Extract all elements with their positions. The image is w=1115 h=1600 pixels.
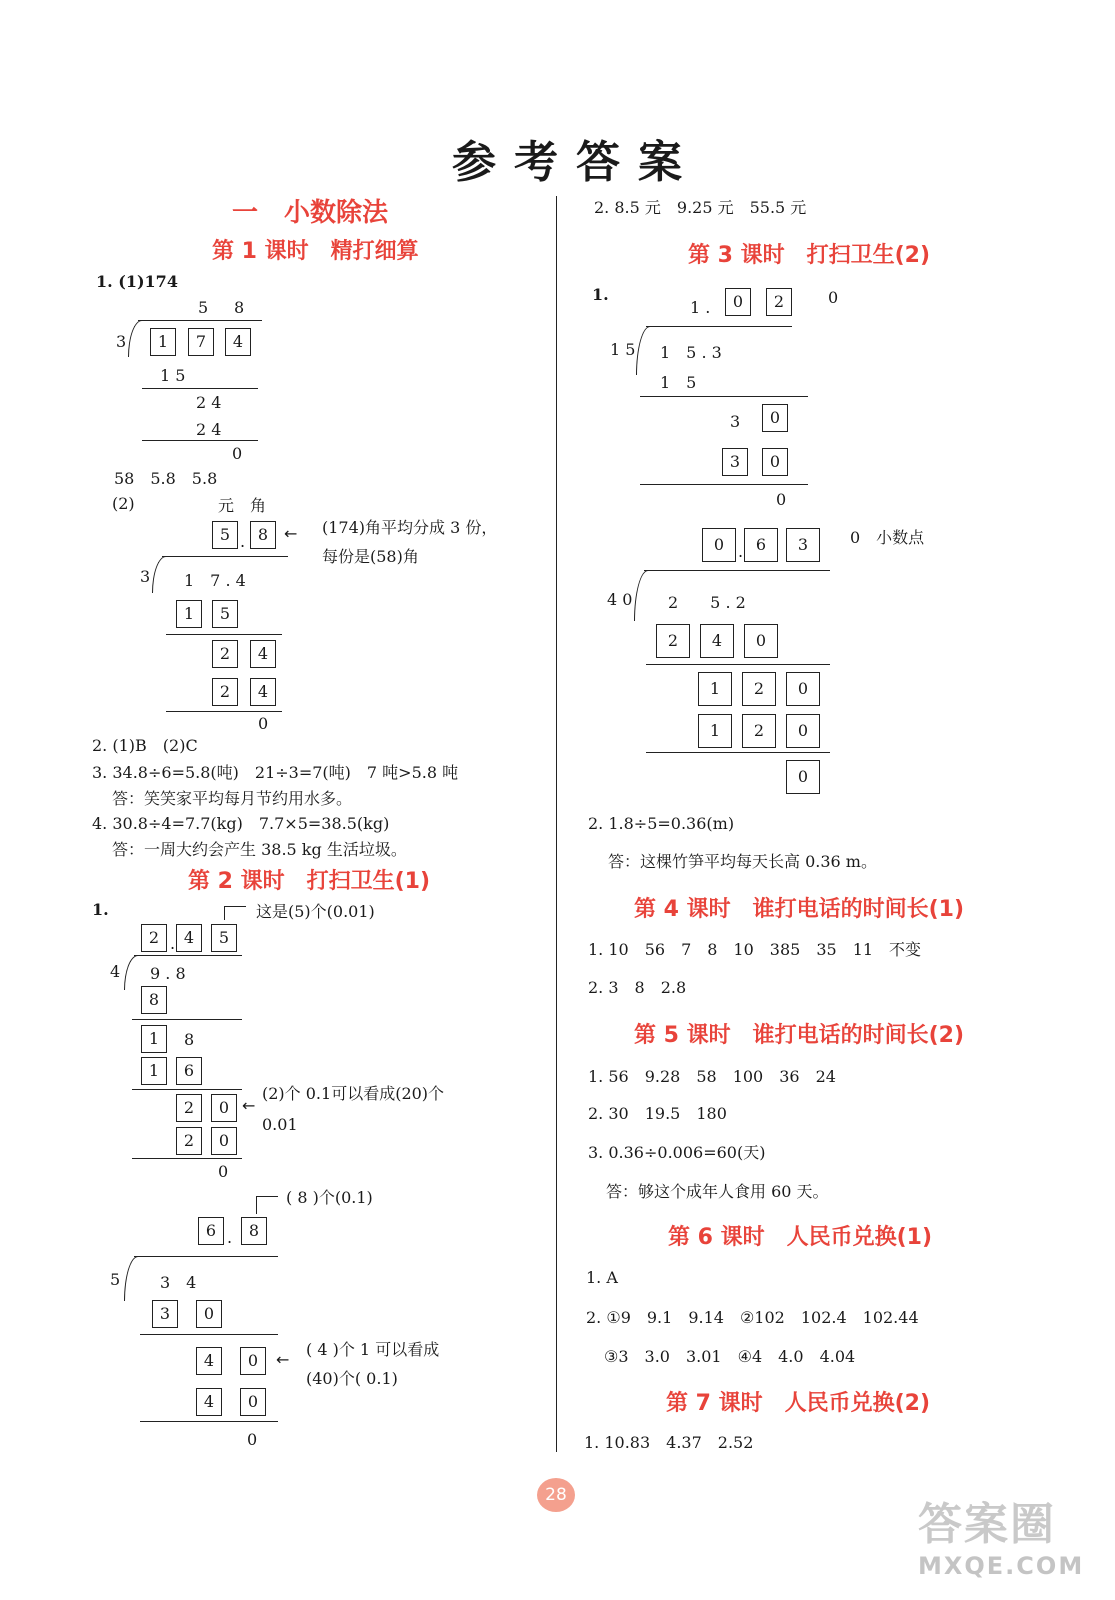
annotation: 0.01	[262, 1115, 298, 1134]
digit-box: 4	[250, 678, 276, 706]
l3-q2: 2. 1.8÷5=0.36(m)	[588, 814, 735, 833]
digit-box: 0	[240, 1347, 266, 1375]
page-number: 28	[537, 1478, 575, 1512]
digit-box: 8	[250, 521, 276, 549]
digit-box: 0	[211, 1094, 237, 1122]
page-title: 参考答案	[452, 137, 700, 188]
digit-box: 0	[240, 1388, 266, 1416]
digit-box: 2	[766, 288, 792, 316]
digit-box: 2	[176, 1127, 202, 1155]
digit-box: 4	[700, 624, 734, 658]
digit-box: 0	[762, 448, 788, 476]
lesson-4-heading: 第 4 课时 谁打电话的时间长(1)	[634, 897, 965, 922]
l1-q4: 4. 30.8÷4=7.7(kg) 7.7×5=38.5(kg)	[92, 814, 390, 833]
digit-box: 8	[141, 986, 167, 1014]
l3-q1-label: 1.	[592, 285, 609, 304]
lesson-1-heading: 第 1 课时 精打细算	[212, 239, 419, 264]
digit-box: 5	[211, 924, 237, 952]
annotation: (2)个 0.1可以看成(20)个	[262, 1084, 445, 1103]
digit-box: 0	[786, 714, 820, 748]
lesson-5-heading: 第 5 课时 谁打电话的时间长(2)	[634, 1023, 965, 1048]
l6-q2b: ③3 3.0 3.01 ④4 4.0 4.04	[604, 1347, 856, 1366]
l5-q3-answer: 答：够这个成年人食用 60 天。	[606, 1182, 829, 1201]
digit-box: 1	[176, 600, 202, 628]
l1-q3: 3. 34.8÷6=5.8(吨) 21÷3=7(吨) 7 吨>5.8 吨	[92, 763, 459, 782]
digit-box: 0	[786, 672, 820, 706]
l3-q2-answer: 答：这棵竹笋平均每天长高 0.36 m。	[608, 852, 877, 871]
digit-box: 2	[212, 640, 238, 668]
lesson-7-heading: 第 7 课时 人民币兑换(2)	[666, 1391, 931, 1416]
digit-box: 4	[176, 924, 202, 952]
l4-q2: 2. 3 8 2.8	[588, 978, 687, 997]
l7-q1: 1. 10.83 4.37 2.52	[584, 1433, 754, 1452]
digit-box: 4	[196, 1388, 222, 1416]
digit-box: 1	[698, 714, 732, 748]
digit-box: 2	[212, 678, 238, 706]
digit-box: 1	[141, 1057, 167, 1085]
annotation: (40)个( 0.1)	[306, 1369, 398, 1388]
digit-box: 0	[762, 404, 788, 432]
digit-box: 2	[176, 1094, 202, 1122]
digit-box: 2	[656, 624, 690, 658]
digit-box: 4	[225, 328, 251, 356]
l1-q3-answer: 答：笑笑家平均每月节约用水多。	[112, 789, 353, 808]
annotation: 每份是(58)角	[322, 547, 419, 566]
lesson-2-heading: 第 2 课时 打扫卫生(1)	[188, 869, 431, 894]
l1-q1a-label: 1. (1)174	[96, 272, 178, 291]
digit-box: 6	[198, 1217, 224, 1245]
arrow-left-icon: ←	[276, 1350, 290, 1369]
l4-q1: 1. 10 56 7 8 10 385 35 11 不变	[588, 940, 922, 959]
digit-box: 5	[212, 521, 238, 549]
digit-box: 3	[786, 528, 820, 562]
unit-heading: 一 小数除法	[232, 198, 389, 228]
annotation: ( 8 )个(0.1)	[286, 1188, 373, 1207]
digit-box: 3	[152, 1300, 178, 1328]
l6-q1: 1. A	[586, 1268, 618, 1287]
l1-q1a-answer: 58 5.8 5.8	[114, 469, 218, 488]
digit-box: 6	[176, 1057, 202, 1085]
l1-q1b-label: (2)	[112, 494, 135, 513]
digit-box: 0	[702, 528, 736, 562]
l5-q2: 2. 30 19.5 180	[588, 1104, 727, 1123]
digit-box: 1	[698, 672, 732, 706]
digit-box: 0	[725, 288, 751, 316]
l5-q1: 1. 56 9.28 58 100 36 24	[588, 1067, 836, 1086]
digit-box: 0	[744, 624, 778, 658]
digit-box: 0	[211, 1127, 237, 1155]
l6-q2a: 2. ①9 9.1 9.14 ②102 102.4 102.44	[586, 1308, 919, 1327]
digit-box: 6	[744, 528, 778, 562]
annotation: 0 小数点	[850, 528, 925, 547]
l2-q1-label: 1.	[92, 900, 109, 919]
arrow-left-icon: ←	[242, 1096, 256, 1115]
l1-q1b-units: 元 角	[218, 496, 267, 515]
annotation: (174)角平均分成 3 份，	[322, 518, 498, 537]
digit-box: 5	[212, 600, 238, 628]
digit-box: 1	[141, 1025, 167, 1053]
digit-box: 4	[196, 1347, 222, 1375]
watermark-logo: 答案圈 MXQE.COM	[918, 1499, 1085, 1580]
l1-q4-answer: 答：一周大约会产生 38.5 kg 生活垃圾。	[112, 840, 407, 859]
digit-box: 1	[150, 328, 176, 356]
digit-box: 2	[742, 672, 776, 706]
digit-box: 8	[241, 1217, 267, 1245]
column-divider	[556, 196, 557, 1452]
digit-box: 2	[742, 714, 776, 748]
digit-box: 2	[141, 924, 167, 952]
l5-q3: 3. 0.36÷0.006=60(天)	[588, 1143, 766, 1162]
digit-box: 0	[196, 1300, 222, 1328]
arrow-left-icon: ←	[284, 524, 298, 543]
lesson-3-heading: 第 3 课时 打扫卫生(2)	[688, 243, 931, 268]
annotation: 这是(5)个(0.01)	[256, 902, 375, 921]
digit-box: 4	[250, 640, 276, 668]
digit-box: 0	[786, 760, 820, 794]
r-top-answer: 2. 8.5 元 9.25 元 55.5 元	[594, 198, 807, 217]
digit-box: 3	[722, 448, 748, 476]
l1-q2: 2. (1)B (2)C	[92, 736, 198, 755]
lesson-6-heading: 第 6 课时 人民币兑换(1)	[668, 1225, 933, 1250]
annotation: ( 4 )个 1 可以看成	[306, 1340, 440, 1359]
digit-box: 7	[188, 328, 214, 356]
